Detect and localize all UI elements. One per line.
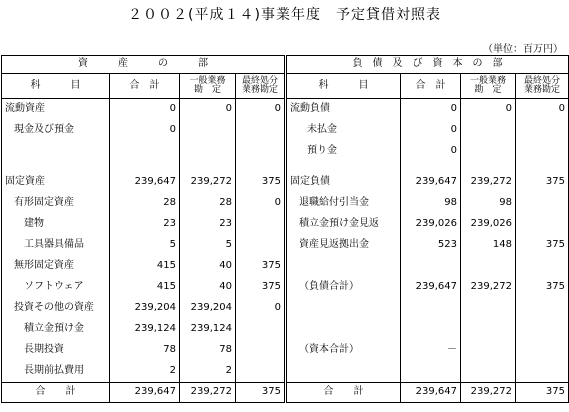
left-cell-general: 28 xyxy=(180,193,236,214)
assets-subject-header: 科 目 xyxy=(2,74,110,99)
left-cell-total: 239,124 xyxy=(110,319,180,340)
left-total-cell-total: 239,647 xyxy=(110,383,180,403)
left-cell-general: 0 xyxy=(180,99,236,121)
table-row xyxy=(2,120,569,141)
balance-sheet-table xyxy=(1,55,569,403)
table-row xyxy=(2,361,569,383)
left-cell-final xyxy=(236,319,286,340)
table-row xyxy=(2,319,569,340)
left-cell-final: 375 xyxy=(236,277,286,298)
left-cell-general: 78 xyxy=(180,340,236,361)
right-total-cell-label: 合 計 xyxy=(286,383,401,403)
left-cell-total: 0 xyxy=(110,99,180,121)
right-cell-final xyxy=(516,193,569,214)
left-cell-subject: 有形固定資産 xyxy=(2,193,110,214)
right-cell-total: 523 xyxy=(401,235,461,256)
spacer-row xyxy=(2,162,569,172)
left-cell-final: 375 xyxy=(236,256,286,277)
left-cell-general: 2 xyxy=(180,361,236,383)
right-cell-final xyxy=(516,340,569,361)
left-total-cell-label: 合 計 xyxy=(2,383,110,403)
spacer-cell xyxy=(110,162,180,172)
section-header-row xyxy=(2,56,569,74)
left-cell-subject: 建物 xyxy=(2,214,110,235)
right-cell-subject xyxy=(286,298,401,319)
right-cell-total: － xyxy=(401,340,461,361)
right-cell-general xyxy=(461,319,516,340)
right-cell-total xyxy=(401,298,461,319)
right-cell-final xyxy=(516,214,569,235)
spacer-cell xyxy=(401,162,461,172)
left-cell-subject: 流動資産 xyxy=(2,99,110,121)
right-cell-total xyxy=(401,319,461,340)
left-cell-subject xyxy=(2,141,110,162)
right-cell-subject: 流動負債 xyxy=(286,99,401,121)
right-cell-general xyxy=(461,361,516,383)
table-row xyxy=(2,340,569,361)
right-cell-general xyxy=(461,298,516,319)
table-row xyxy=(2,141,569,162)
left-cell-final xyxy=(236,141,286,162)
assets-total-header: 合 計 xyxy=(110,74,180,99)
left-cell-subject: 長期投資 xyxy=(2,340,110,361)
right-cell-total: 0 xyxy=(401,141,461,162)
spacer-cell xyxy=(180,162,236,172)
right-cell-final xyxy=(516,141,569,162)
right-cell-final: 0 xyxy=(516,99,569,121)
assets-general-header: 一般業務 勘 定 xyxy=(180,74,236,99)
right-cell-subject xyxy=(286,361,401,383)
left-cell-subject: 工具器具備品 xyxy=(2,235,110,256)
left-cell-total: 23 xyxy=(110,214,180,235)
right-cell-final xyxy=(516,361,569,383)
left-cell-general: 40 xyxy=(180,256,236,277)
right-cell-total: 239,026 xyxy=(401,214,461,235)
right-cell-final xyxy=(516,319,569,340)
right-cell-subject: 退職給付引当金 xyxy=(286,193,401,214)
right-cell-general xyxy=(461,141,516,162)
left-total-cell-final: 375 xyxy=(236,383,286,403)
left-cell-total: 2 xyxy=(110,361,180,383)
right-cell-final: 375 xyxy=(516,277,569,298)
left-cell-subject: 投資その他の資産 xyxy=(2,298,110,319)
left-cell-final xyxy=(236,340,286,361)
left-cell-final xyxy=(236,214,286,235)
right-cell-subject: 未払金 xyxy=(286,120,401,141)
left-cell-final: 0 xyxy=(236,193,286,214)
column-header-row xyxy=(2,74,569,99)
table-row xyxy=(2,214,569,235)
assets-final-header: 最終処分 業務勘定 xyxy=(236,74,286,99)
totals-row xyxy=(2,383,569,403)
right-cell-general: 239,272 xyxy=(461,172,516,193)
right-cell-subject: 資産見返拠出金 xyxy=(286,235,401,256)
left-cell-subject: ソフトウェア xyxy=(2,277,110,298)
page-title: ２００２(平成１４)事業年度 予定貸借対照表 xyxy=(128,7,441,23)
right-total-cell-total: 239,647 xyxy=(401,383,461,403)
left-cell-final xyxy=(236,361,286,383)
right-cell-subject: 積立金預け金見返 xyxy=(286,214,401,235)
left-cell-final xyxy=(236,120,286,141)
right-cell-general: 0 xyxy=(461,99,516,121)
left-cell-general xyxy=(180,141,236,162)
table-row xyxy=(2,172,569,193)
right-cell-final: 375 xyxy=(516,235,569,256)
left-cell-total xyxy=(110,141,180,162)
right-cell-subject: （資本合計） xyxy=(286,340,401,361)
right-total-cell-general: 239,272 xyxy=(461,383,516,403)
left-total-cell-general: 239,272 xyxy=(180,383,236,403)
liab-total-header: 合 計 xyxy=(401,74,461,99)
table-row xyxy=(2,277,569,298)
right-cell-general: 239,026 xyxy=(461,214,516,235)
right-cell-subject: 預り金 xyxy=(286,141,401,162)
right-cell-general: 148 xyxy=(461,235,516,256)
left-cell-total: 415 xyxy=(110,256,180,277)
left-cell-total: 415 xyxy=(110,277,180,298)
left-cell-total: 5 xyxy=(110,235,180,256)
left-cell-total: 78 xyxy=(110,340,180,361)
right-cell-subject xyxy=(286,256,401,277)
spacer-cell xyxy=(286,162,401,172)
right-cell-subject: 固定負債 xyxy=(286,172,401,193)
spacer-cell xyxy=(236,162,286,172)
right-cell-final: 375 xyxy=(516,172,569,193)
left-cell-total: 239,204 xyxy=(110,298,180,319)
right-cell-general xyxy=(461,340,516,361)
left-cell-subject: 積立金預け金 xyxy=(2,319,110,340)
left-cell-general xyxy=(180,120,236,141)
spacer-cell xyxy=(2,162,110,172)
table-row xyxy=(2,193,569,214)
right-cell-total: 239,647 xyxy=(401,172,461,193)
left-cell-general: 239,204 xyxy=(180,298,236,319)
table-row xyxy=(2,235,569,256)
right-cell-subject xyxy=(286,319,401,340)
right-cell-final xyxy=(516,298,569,319)
right-cell-general xyxy=(461,120,516,141)
left-cell-subject: 無形固定資産 xyxy=(2,256,110,277)
liab-final-header: 最終処分 業務勘定 xyxy=(516,74,569,99)
assets-section-header: 資 産 の 部 xyxy=(2,56,286,74)
left-cell-total: 239,647 xyxy=(110,172,180,193)
right-cell-final xyxy=(516,120,569,141)
left-cell-final: 375 xyxy=(236,172,286,193)
liab-general-header: 一般業務 勘 定 xyxy=(461,74,516,99)
left-cell-general: 239,124 xyxy=(180,319,236,340)
left-cell-subject: 固定資産 xyxy=(2,172,110,193)
left-cell-total: 0 xyxy=(110,120,180,141)
unit-label: （単位：百万円） xyxy=(483,44,563,55)
left-cell-subject: 現金及び預金 xyxy=(2,120,110,141)
right-cell-subject: （負債合計） xyxy=(286,277,401,298)
right-cell-general: 239,272 xyxy=(461,277,516,298)
left-cell-general: 239,272 xyxy=(180,172,236,193)
left-cell-general: 40 xyxy=(180,277,236,298)
left-cell-general: 23 xyxy=(180,214,236,235)
spacer-cell xyxy=(516,162,569,172)
table-row xyxy=(2,298,569,319)
table-row xyxy=(2,256,569,277)
left-cell-subject: 長期前払費用 xyxy=(2,361,110,383)
left-cell-final xyxy=(236,235,286,256)
right-total-cell-final: 375 xyxy=(516,383,569,403)
right-cell-general xyxy=(461,256,516,277)
liabilities-section-header: 負 債 及 び 資 本 の 部 xyxy=(286,56,569,74)
right-cell-total: 98 xyxy=(401,193,461,214)
right-cell-general: 98 xyxy=(461,193,516,214)
left-cell-total: 28 xyxy=(110,193,180,214)
right-cell-final xyxy=(516,256,569,277)
right-cell-total: 239,647 xyxy=(401,277,461,298)
right-cell-total: 0 xyxy=(401,99,461,121)
spacer-cell xyxy=(461,162,516,172)
table-row xyxy=(2,99,569,121)
right-cell-total xyxy=(401,361,461,383)
left-cell-general: 5 xyxy=(180,235,236,256)
left-cell-final: 0 xyxy=(236,298,286,319)
liab-subject-header: 科 目 xyxy=(286,74,401,99)
right-cell-total xyxy=(401,256,461,277)
left-cell-final: 0 xyxy=(236,99,286,121)
right-cell-total: 0 xyxy=(401,120,461,141)
